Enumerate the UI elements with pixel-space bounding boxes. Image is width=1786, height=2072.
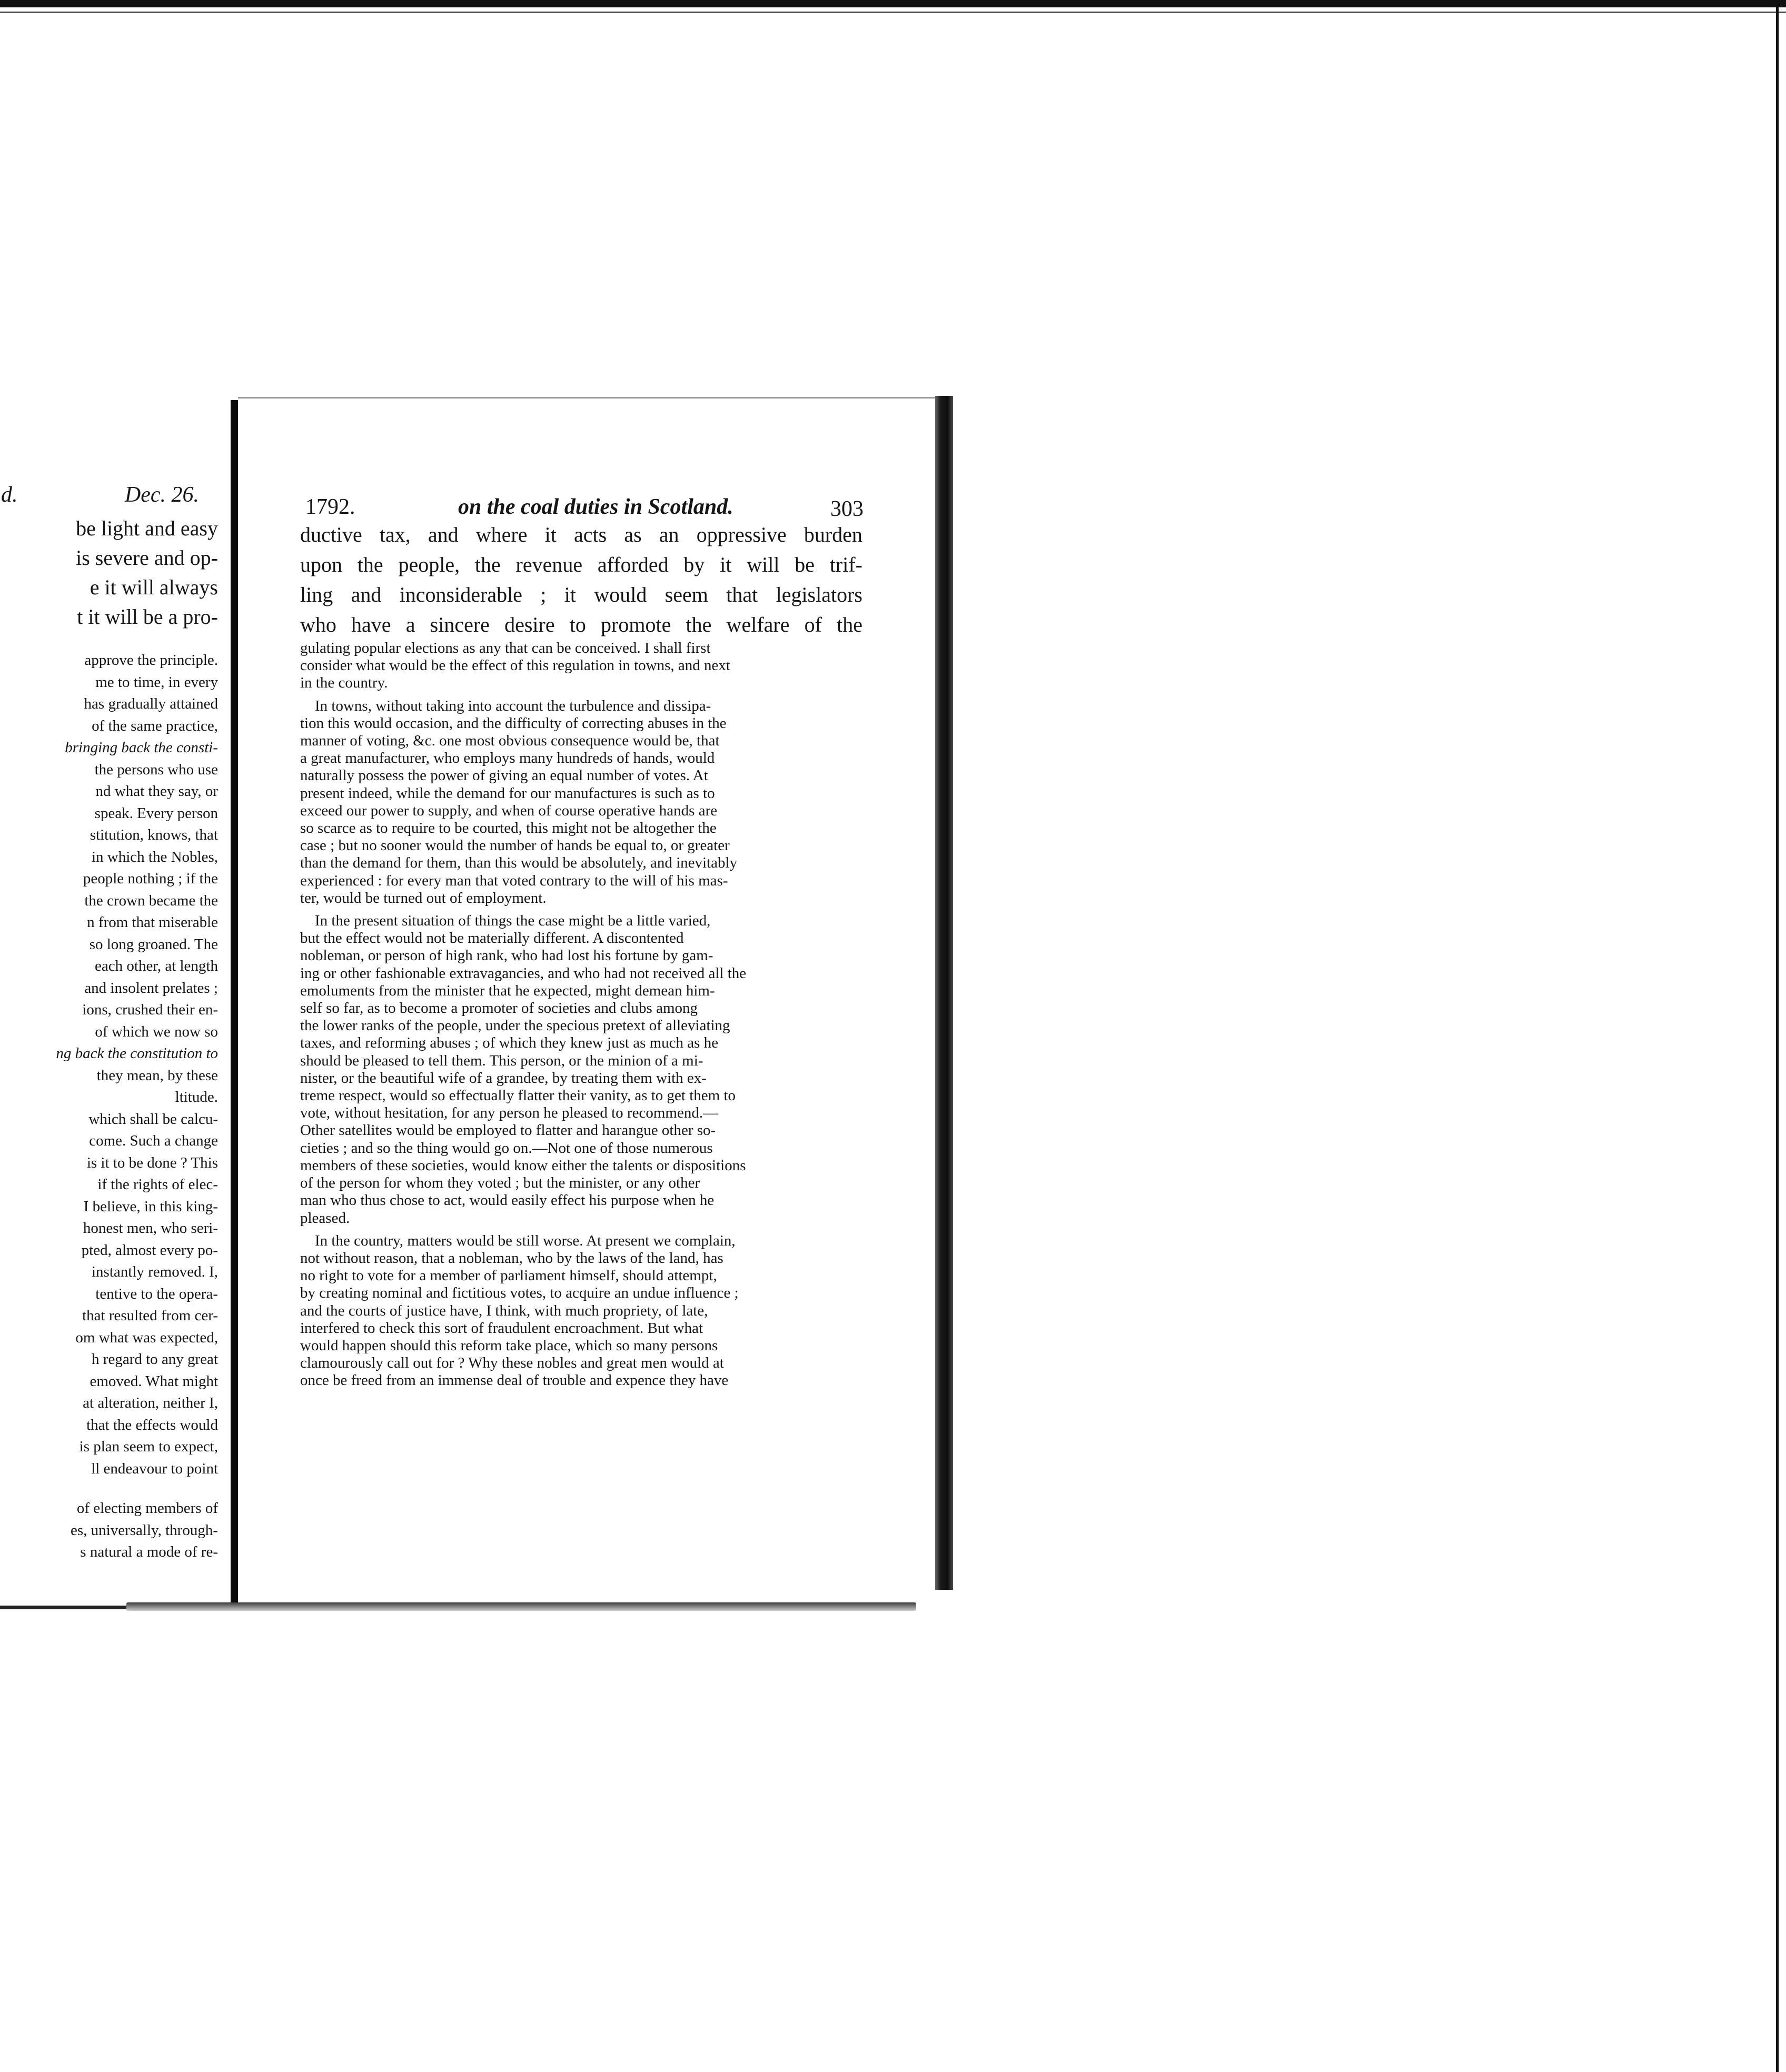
text-line: once be freed from an immense deal of trouble and expence they have — [300, 1372, 729, 1389]
text-line: gulating popular elections as any that can be conceived. I shall first — [300, 640, 711, 656]
text-line: me to time, in every — [95, 673, 218, 691]
text-line: so scarce as to require to be courted, this might not be altogether the — [300, 820, 717, 837]
scan-right-border — [1776, 0, 1779, 2072]
text-line: experienced : for every man that voted contrary to the will of his mas- — [300, 872, 728, 889]
text-line: stitution, knows, that — [90, 826, 218, 843]
text-line: man who thus chose to act, would easily effect his purpose when he — [300, 1192, 715, 1209]
text-line: is severe and op- — [76, 546, 218, 570]
text-line: each other, at length — [95, 958, 218, 974]
text-line: who have a sincere desire to promote the welfare of the — [300, 613, 862, 636]
text-line: speak. Every person — [94, 804, 218, 822]
text-line: clamourously call out for ? Why these nobles and great men would at — [300, 1354, 724, 1372]
text-line: but the effect would not be materially different. A discontented — [300, 930, 684, 947]
text-line: nobleman, or person of high rank, who had lost his fortune by gam- — [300, 947, 713, 964]
text-line: nister, or the beautiful wife of a grandee, by treating them with ex- — [300, 1069, 707, 1087]
text-line: ing or other fashionable extravagancies, and who had not received all the — [300, 964, 747, 982]
text-line: in the country. — [300, 674, 388, 692]
text-line: ll endeavour to point — [91, 1460, 218, 1477]
text-line: at alteration, neither I, — [83, 1394, 218, 1411]
text-line: be light and easy — [76, 516, 218, 540]
text-line: n from that miserable — [87, 914, 218, 931]
text-line: In the present situation of things the case might be a little varied, — [315, 912, 711, 930]
left-running-head — [0, 482, 211, 514]
text-line: would happen should this reform take place, which so many persons — [300, 1337, 718, 1354]
text-line: upon the people, the revenue afforded by it will be trif- — [300, 553, 862, 576]
text-line: the lower ranks of the people, under the specious pretext of alleviating — [300, 1017, 730, 1034]
text-line: people nothing ; if the — [83, 870, 218, 887]
page-block-edge — [935, 396, 953, 1590]
text-line: so long groaned. The — [89, 935, 218, 953]
text-line: in which the Nobles, — [91, 848, 218, 865]
book-gutter — [231, 400, 238, 1606]
text-line: h regard to any great — [92, 1351, 218, 1368]
text-line: om what was expected, — [75, 1329, 218, 1346]
text-line: case ; but no sooner would the number of hands be equal to, or greater — [300, 837, 730, 854]
text-line: t it will be a pro- — [77, 605, 218, 629]
text-line: es, universally, through- — [70, 1521, 218, 1539]
text-line: nd what they say, or — [95, 783, 218, 800]
text-line: tentive to the opera- — [95, 1285, 218, 1302]
text-line: is it to be done ? This — [86, 1154, 218, 1171]
text-line: bringing back the consti- — [65, 739, 218, 756]
page-bottom-shadow — [126, 1602, 916, 1611]
right-page-large-text — [300, 520, 862, 640]
text-line: vote, without hesitation, for any person he pleased to recommend.— — [300, 1104, 719, 1122]
text-line: cieties ; and so the thing would go on.—Not one of those numerous — [300, 1139, 713, 1157]
text-line: ter, would be turned out of employment. — [300, 889, 547, 906]
scan-top-border — [0, 0, 1786, 7]
text-line: instantly removed. I, — [91, 1263, 218, 1280]
text-line: approve the principle. — [84, 652, 218, 669]
left-page-text — [0, 514, 218, 1563]
text-line: naturally possess the power of giving an equal number of votes. At — [300, 767, 708, 784]
text-line: a great manufacturer, who employs many hundreds of hands, would — [300, 750, 715, 767]
text-line: emoluments from the minister that he expected, might demean him- — [300, 982, 715, 999]
text-line: that the effects would — [86, 1416, 218, 1433]
text-line: of the same practice, — [92, 717, 218, 734]
text-line: by creating nominal and fictitious votes, to acquire an undue influence ; — [300, 1284, 739, 1302]
text-line: of electing members of — [76, 1500, 218, 1517]
right-page — [238, 397, 935, 1600]
text-line: members of these societies, would know either the talents or dispositions — [300, 1157, 746, 1174]
text-line: s natural a mode of re- — [80, 1543, 218, 1560]
text-line: taxes, and reforming abuses ; of which they knew just as much as he — [300, 1034, 719, 1052]
text-line: the persons who use — [94, 761, 218, 778]
text-line: In the country, matters would be still worse. At present we complain, — [315, 1232, 736, 1249]
left-head-date: Dec. 26. — [124, 483, 199, 507]
text-line: In towns, without taking into account the turbulence and dissipa- — [315, 697, 711, 714]
text-line: I believe, in this king- — [83, 1198, 218, 1215]
text-line: which shall be calcu- — [88, 1110, 218, 1128]
right-page-small-text — [300, 640, 862, 1390]
text-line: ling and inconsiderable ; it would seem that legislators — [300, 583, 862, 606]
text-line: not without reason, that a nobleman, who by the laws of the land, has — [300, 1249, 723, 1267]
text-line: present indeed, while the demand for our manufactures is such as to — [300, 784, 715, 802]
page-number: 303 — [830, 497, 864, 521]
text-line: they mean, by these — [96, 1067, 218, 1084]
text-line: no right to vote for a member of parliament himself, should attempt, — [300, 1267, 717, 1284]
text-line: pleased. — [300, 1209, 350, 1227]
text-line: interfered to check this sort of fraudulent encroachment. But what — [300, 1319, 703, 1337]
text-line: honest men, who seri- — [83, 1220, 218, 1237]
text-line: tion this would occasion, and the difficulty of correcting abuses in the — [300, 714, 727, 732]
text-line: pted, almost every po- — [81, 1241, 218, 1259]
text-line: consider what would be the effect of this regulation in towns, and next — [300, 657, 730, 674]
left-head-fragment: d. — [1, 483, 18, 507]
text-line: of the person for whom they voted ; but the minister, or any other — [300, 1174, 700, 1192]
text-line: than the demand for them, than this would be absolutely, and inevitably — [300, 854, 738, 872]
text-line: self so far, as to become a promoter of societies and clubs among — [300, 1000, 698, 1017]
scan-top-border-inner — [0, 8, 1786, 13]
running-year: 1792. — [305, 495, 355, 519]
text-line: Other satellites would be employed to flatter and harangue other so- — [300, 1122, 716, 1139]
text-line: and insolent prelates ; — [84, 979, 218, 997]
text-line: emoved. What might — [90, 1372, 218, 1390]
text-line: that resulted from cer- — [82, 1307, 218, 1324]
text-line: is plan seem to expect, — [79, 1438, 218, 1455]
text-line: e it will always — [90, 575, 218, 599]
text-line: should be pleased to tell them. This person, or the minion of a mi- — [300, 1052, 703, 1069]
left-page — [0, 399, 230, 1609]
text-line: has gradually attained — [84, 695, 218, 712]
text-line: ions, crushed their en- — [82, 1001, 218, 1018]
running-title: on the coal duties in Scotland. — [458, 495, 733, 519]
text-line: exceed our power to supply, and when of course operative hands are — [300, 802, 718, 819]
text-line: if the rights of elec- — [97, 1176, 218, 1193]
text-line: and the courts of justice have, I think, with much propriety, of late, — [300, 1302, 708, 1319]
text-line: ductive tax, and where it acts as an oppressive burden — [300, 523, 862, 546]
text-line: treme respect, would so effectually flatter their vanity, as to get them to — [300, 1087, 736, 1104]
text-line: come. Such a change — [89, 1132, 218, 1149]
text-line: ltitude. — [175, 1089, 218, 1105]
text-line: of which we now so — [95, 1023, 218, 1040]
text-line: ng back the constitution to — [56, 1045, 218, 1062]
text-line: the crown became the — [84, 892, 218, 909]
text-line: manner of voting, &c. one most obvious consequence would be, that — [300, 732, 720, 750]
